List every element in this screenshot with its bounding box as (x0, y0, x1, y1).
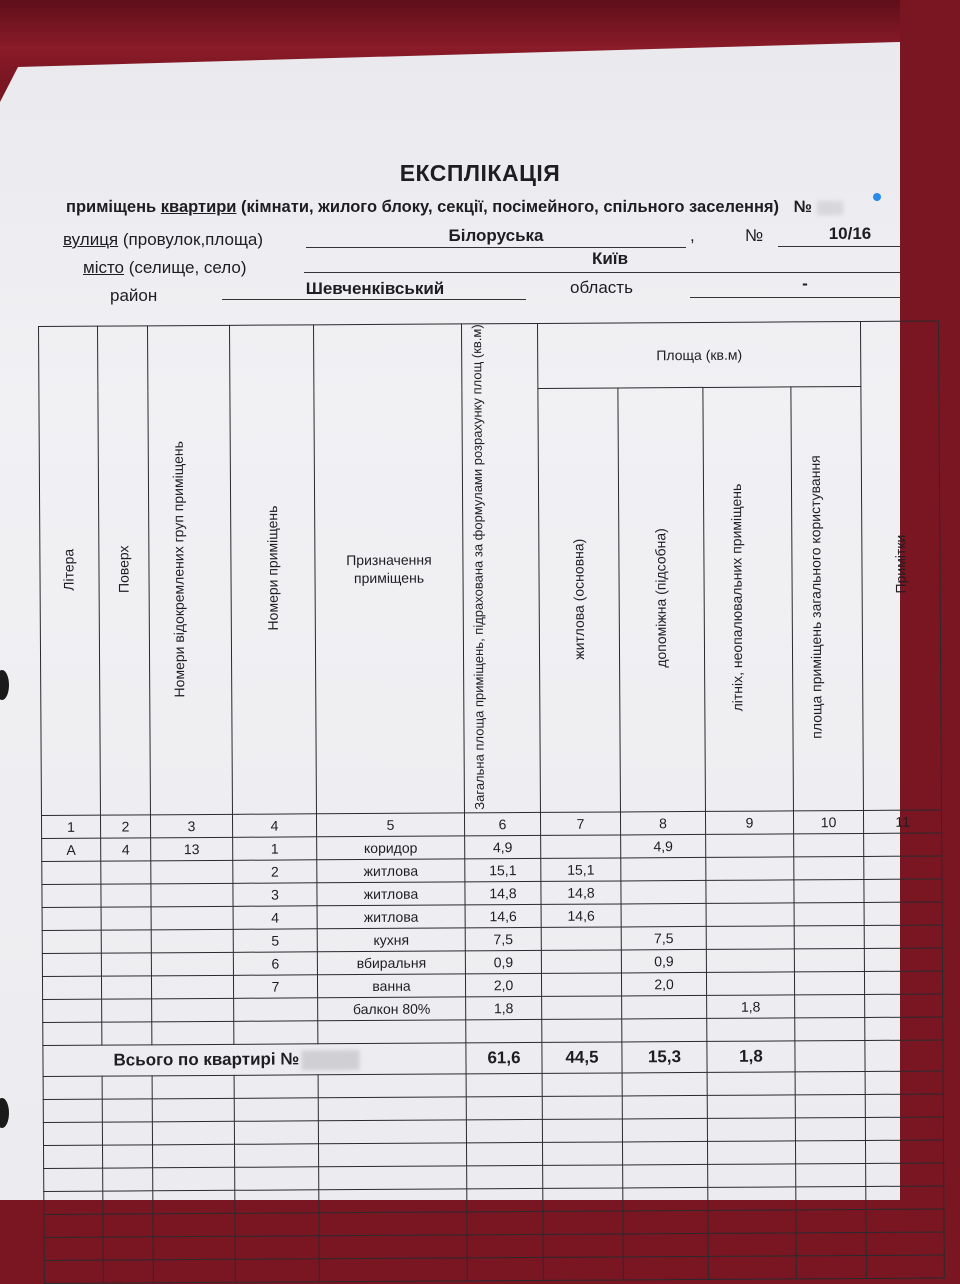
empty-cell (319, 1235, 467, 1259)
cell-common (794, 972, 864, 995)
empty-cell (467, 1143, 543, 1166)
empty-cell (152, 1122, 234, 1146)
cell-living (541, 950, 621, 973)
empty-cell (466, 1120, 542, 1143)
empty-cell (866, 1209, 944, 1232)
empty-cell (102, 1076, 152, 1099)
street-underline (306, 247, 686, 248)
cell-group (151, 953, 233, 977)
cell-living: 14,8 (541, 881, 621, 904)
empty-cell (103, 1168, 153, 1191)
cell-summer (706, 903, 794, 927)
empty-cell (102, 1099, 152, 1122)
empty-cell (467, 1235, 543, 1258)
cell-summer (706, 857, 794, 881)
cell-notes (864, 902, 942, 925)
empty-cell (152, 1099, 234, 1123)
empty-cell (43, 1077, 102, 1100)
apartment-number-label: № (793, 198, 813, 216)
cell-floor (101, 930, 151, 953)
empty-cell (467, 1258, 543, 1281)
empty-cell (235, 1190, 319, 1214)
empty-cell (466, 1074, 542, 1097)
total-area: 61,6 (466, 1043, 542, 1074)
empty-cell (796, 1164, 866, 1187)
column-number-row: 1 2 3 4 5 6 7 8 9 10 11 (41, 810, 941, 838)
cell-group (151, 907, 233, 931)
cell-purpose: коридор (317, 836, 465, 860)
cell-summer (706, 926, 794, 950)
house-number-label: № (745, 226, 764, 245)
region-value: - (802, 274, 808, 293)
cell-purpose: вбиральня (317, 951, 465, 975)
empty-cell (319, 1143, 467, 1167)
empty-cell (707, 1072, 795, 1096)
empty-cell (235, 1167, 319, 1191)
empty-cell (707, 1118, 795, 1142)
city-label-rest: (селище, село) (128, 258, 247, 277)
empty-cell (542, 1073, 622, 1096)
empty-cell (865, 1094, 943, 1117)
empty-cell (234, 1075, 318, 1099)
header-group-numbers: Номери відокремлених груп приміщень (148, 325, 233, 815)
total-aux: 15,3 (622, 1042, 707, 1074)
empty-cell (708, 1164, 796, 1188)
empty-cell (235, 1144, 319, 1168)
header-room-numbers: Номери приміщень (229, 325, 316, 815)
city-underline (304, 272, 900, 273)
cell-purpose: кухня (317, 928, 465, 952)
subtitle-rest: (кімнати, жилого блоку, секції, посімейного, спільного заселення) (241, 198, 780, 216)
empty-cell (543, 1188, 623, 1211)
empty-cell (865, 1071, 943, 1094)
empty-cell (153, 1214, 235, 1238)
cell-floor (101, 976, 151, 999)
cell-summer (706, 880, 794, 904)
cell-living (542, 996, 622, 1019)
cell-group (151, 976, 233, 1000)
total-label: Всього по квартирі № (113, 1049, 300, 1070)
cell-common (794, 949, 864, 972)
empty-cell (795, 1095, 865, 1118)
empty-cell (234, 1098, 318, 1122)
house-number-underline (778, 246, 900, 247)
cell-room: 4 (233, 906, 317, 930)
cell-floor (101, 953, 151, 976)
cell-notes (864, 925, 942, 948)
cell-aux: 2,0 (621, 973, 706, 997)
cell-group (151, 884, 233, 908)
empty-cell (44, 1261, 103, 1284)
cell-notes (865, 994, 943, 1017)
empty-cell (318, 1074, 466, 1098)
empty-cell (542, 1142, 622, 1165)
empty-cell (234, 1121, 318, 1145)
street-label: вулиця (63, 230, 119, 249)
empty-cell (43, 1100, 102, 1123)
district-value: Шевченківський (305, 279, 445, 298)
cell-aux: 0,9 (621, 950, 706, 974)
empty-cell (44, 1192, 103, 1215)
empty-cell (707, 1141, 795, 1165)
cell-living: 14,6 (541, 904, 621, 927)
cell-common (794, 834, 864, 857)
blue-mark-icon (873, 193, 881, 201)
empty-cell (796, 1233, 866, 1256)
cell-notes (864, 856, 942, 879)
total-living: 44,5 (542, 1042, 622, 1073)
cell-floor (102, 999, 152, 1022)
empty-cell (319, 1189, 467, 1213)
empty-cell (623, 1211, 708, 1235)
cell-summer (706, 972, 794, 996)
empty-cell (623, 1188, 708, 1212)
region-label: область (570, 278, 633, 297)
header-area-group: Площа (кв.м) (537, 321, 860, 388)
cell-group (151, 861, 233, 885)
header-auxiliary: допоміжна (підсобна) (618, 387, 706, 812)
empty-cell (707, 1095, 795, 1119)
empty-cell (153, 1260, 235, 1284)
cell-purpose: житлова (317, 859, 465, 883)
empty-cell (708, 1210, 796, 1234)
empty-cell (152, 1076, 234, 1100)
empty-cell (796, 1187, 866, 1210)
cell-purpose: балкон 80% (318, 997, 466, 1021)
cell-notes (864, 879, 942, 902)
cell-litera (42, 954, 101, 977)
district-underline (222, 299, 526, 300)
empty-cell (153, 1191, 235, 1215)
cell-room: 1 (233, 837, 317, 861)
empty-cell (543, 1234, 623, 1257)
cell-room: 7 (233, 975, 317, 999)
total-label-cell (43, 1043, 466, 1077)
cell-litera: А (42, 839, 101, 862)
empty-cell (235, 1236, 319, 1260)
empty-cell (543, 1211, 623, 1234)
total-summer: 1,8 (707, 1041, 795, 1073)
cell-common (794, 857, 864, 880)
cell-aux (621, 904, 706, 928)
empty-cell (622, 1096, 707, 1120)
header-litera: Літера (39, 326, 101, 816)
cell-room: 5 (233, 929, 317, 953)
cell-total: 7,5 (465, 928, 541, 951)
empty-cell (153, 1237, 235, 1261)
cell-aux (622, 996, 707, 1020)
cell-living: 15,1 (541, 858, 621, 881)
empty-cell (467, 1166, 543, 1189)
cell-living (541, 927, 621, 950)
subtitle-prefix: приміщень (66, 198, 157, 216)
empty-cell (865, 1117, 943, 1140)
empty-cell (866, 1163, 944, 1186)
cell-notes (864, 948, 942, 971)
cell-group: 13 (151, 838, 233, 862)
cell-summer (706, 949, 794, 973)
cell-summer: 1,8 (707, 995, 795, 1019)
header-notes: Примітки (861, 321, 942, 811)
cell-total: 1,8 (466, 997, 542, 1020)
cell-floor (101, 884, 151, 907)
city-label-line (83, 258, 247, 278)
header-summer: літніх, неопалювальних приміщень (703, 387, 794, 812)
city-label: місто (83, 258, 125, 277)
street-comma: , (690, 226, 695, 245)
empty-cell (235, 1213, 319, 1237)
cell-aux: 7,5 (621, 927, 706, 951)
cell-total: 2,0 (465, 974, 541, 997)
cell-purpose: житлова (317, 905, 465, 929)
cell-notes (864, 833, 942, 856)
subtitle-word: квартири (160, 198, 237, 216)
street-label-rest: (провулок,площа) (122, 230, 264, 249)
empty-cell (467, 1212, 543, 1235)
cell-common (794, 903, 864, 926)
empty-cell (622, 1142, 707, 1166)
cell-purpose: житлова (317, 882, 465, 906)
street-label-line (63, 230, 263, 250)
empty-table-row (44, 1255, 944, 1283)
cell-group (152, 999, 234, 1023)
empty-cell (623, 1165, 708, 1189)
cell-living (541, 835, 621, 858)
cell-litera (42, 908, 101, 931)
header-purpose: Призначення приміщень (313, 324, 464, 814)
empty-cell (319, 1258, 467, 1282)
empty-cell (866, 1186, 944, 1209)
empty-cell (319, 1166, 467, 1190)
empty-cell (103, 1237, 153, 1260)
empty-cell (796, 1256, 866, 1279)
cell-floor (101, 861, 151, 884)
cell-living (541, 973, 621, 996)
cell-total: 0,9 (465, 951, 541, 974)
cell-aux (621, 881, 706, 905)
header-common: площа приміщень загального користування (791, 387, 864, 812)
empty-cell (235, 1259, 319, 1283)
region-underline (690, 297, 900, 298)
empty-cell (623, 1257, 708, 1281)
document-title: ЕКСПЛІКАЦІЯ (399, 160, 561, 186)
cell-room: 6 (233, 952, 317, 976)
cell-litera (42, 931, 101, 954)
house-number-value: 10/16 (828, 224, 872, 243)
cell-purpose: ванна (317, 974, 465, 998)
empty-cell (153, 1168, 235, 1192)
empty-cell (795, 1141, 865, 1164)
header-total-area: Загальна площа приміщень, підрахована за формулами розрахунку площ (кв.м) (461, 323, 540, 813)
empty-cell (102, 1122, 152, 1145)
empty-cell (795, 1072, 865, 1095)
explication-table (38, 320, 945, 1284)
subtitle-line (66, 198, 843, 217)
cell-notes (864, 971, 942, 994)
empty-cell (318, 1097, 466, 1121)
empty-cell (103, 1214, 153, 1237)
empty-cell (44, 1169, 103, 1192)
cell-room (234, 998, 318, 1022)
empty-cell (318, 1120, 466, 1144)
cell-common (795, 995, 865, 1018)
cell-litera (42, 977, 101, 1000)
cell-litera (42, 862, 101, 885)
empty-cell (103, 1260, 153, 1283)
empty-cell (622, 1073, 707, 1097)
cell-total: 4,9 (465, 836, 541, 859)
cell-aux (621, 858, 706, 882)
empty-cell (467, 1189, 543, 1212)
empty-cell (43, 1123, 102, 1146)
district-label: район (110, 286, 158, 305)
cell-total: 14,8 (465, 882, 541, 905)
empty-cell (542, 1119, 622, 1142)
empty-cell (866, 1232, 944, 1255)
empty-cell (796, 1210, 866, 1233)
cell-litera (43, 1000, 102, 1023)
cell-floor (101, 907, 151, 930)
empty-cell (44, 1238, 103, 1261)
cell-total: 15,1 (465, 859, 541, 882)
empty-cell (866, 1140, 944, 1163)
empty-cell (866, 1255, 944, 1278)
empty-cell (103, 1145, 153, 1168)
empty-cell (543, 1257, 623, 1280)
empty-cell (44, 1146, 103, 1169)
empty-cell (708, 1187, 796, 1211)
cell-common (794, 880, 864, 903)
cell-group (151, 930, 233, 954)
cell-room: 3 (233, 883, 317, 907)
empty-cell (708, 1256, 796, 1280)
header-living: житлова (основна) (538, 388, 621, 813)
city-value: Київ (591, 249, 629, 268)
cell-total: 14,6 (465, 905, 541, 928)
empty-cell (795, 1118, 865, 1141)
empty-cell (466, 1097, 542, 1120)
cell-common (794, 926, 864, 949)
empty-cell (153, 1145, 235, 1169)
street-value: Білоруська (448, 226, 544, 245)
empty-cell (542, 1096, 622, 1119)
empty-cell (103, 1191, 153, 1214)
cell-aux: 4,9 (621, 835, 706, 859)
cell-floor: 4 (101, 838, 151, 861)
empty-cell (708, 1233, 796, 1257)
empty-cell (319, 1212, 467, 1236)
empty-cell (623, 1234, 708, 1258)
empty-cell (543, 1165, 623, 1188)
cell-litera (42, 885, 101, 908)
header-floor: Поверх (98, 326, 151, 816)
redacted-number (817, 201, 843, 215)
cell-summer (706, 834, 794, 858)
empty-cell (622, 1119, 707, 1143)
empty-cell (44, 1215, 103, 1238)
redacted-number (301, 1050, 359, 1070)
cell-room: 2 (233, 860, 317, 884)
